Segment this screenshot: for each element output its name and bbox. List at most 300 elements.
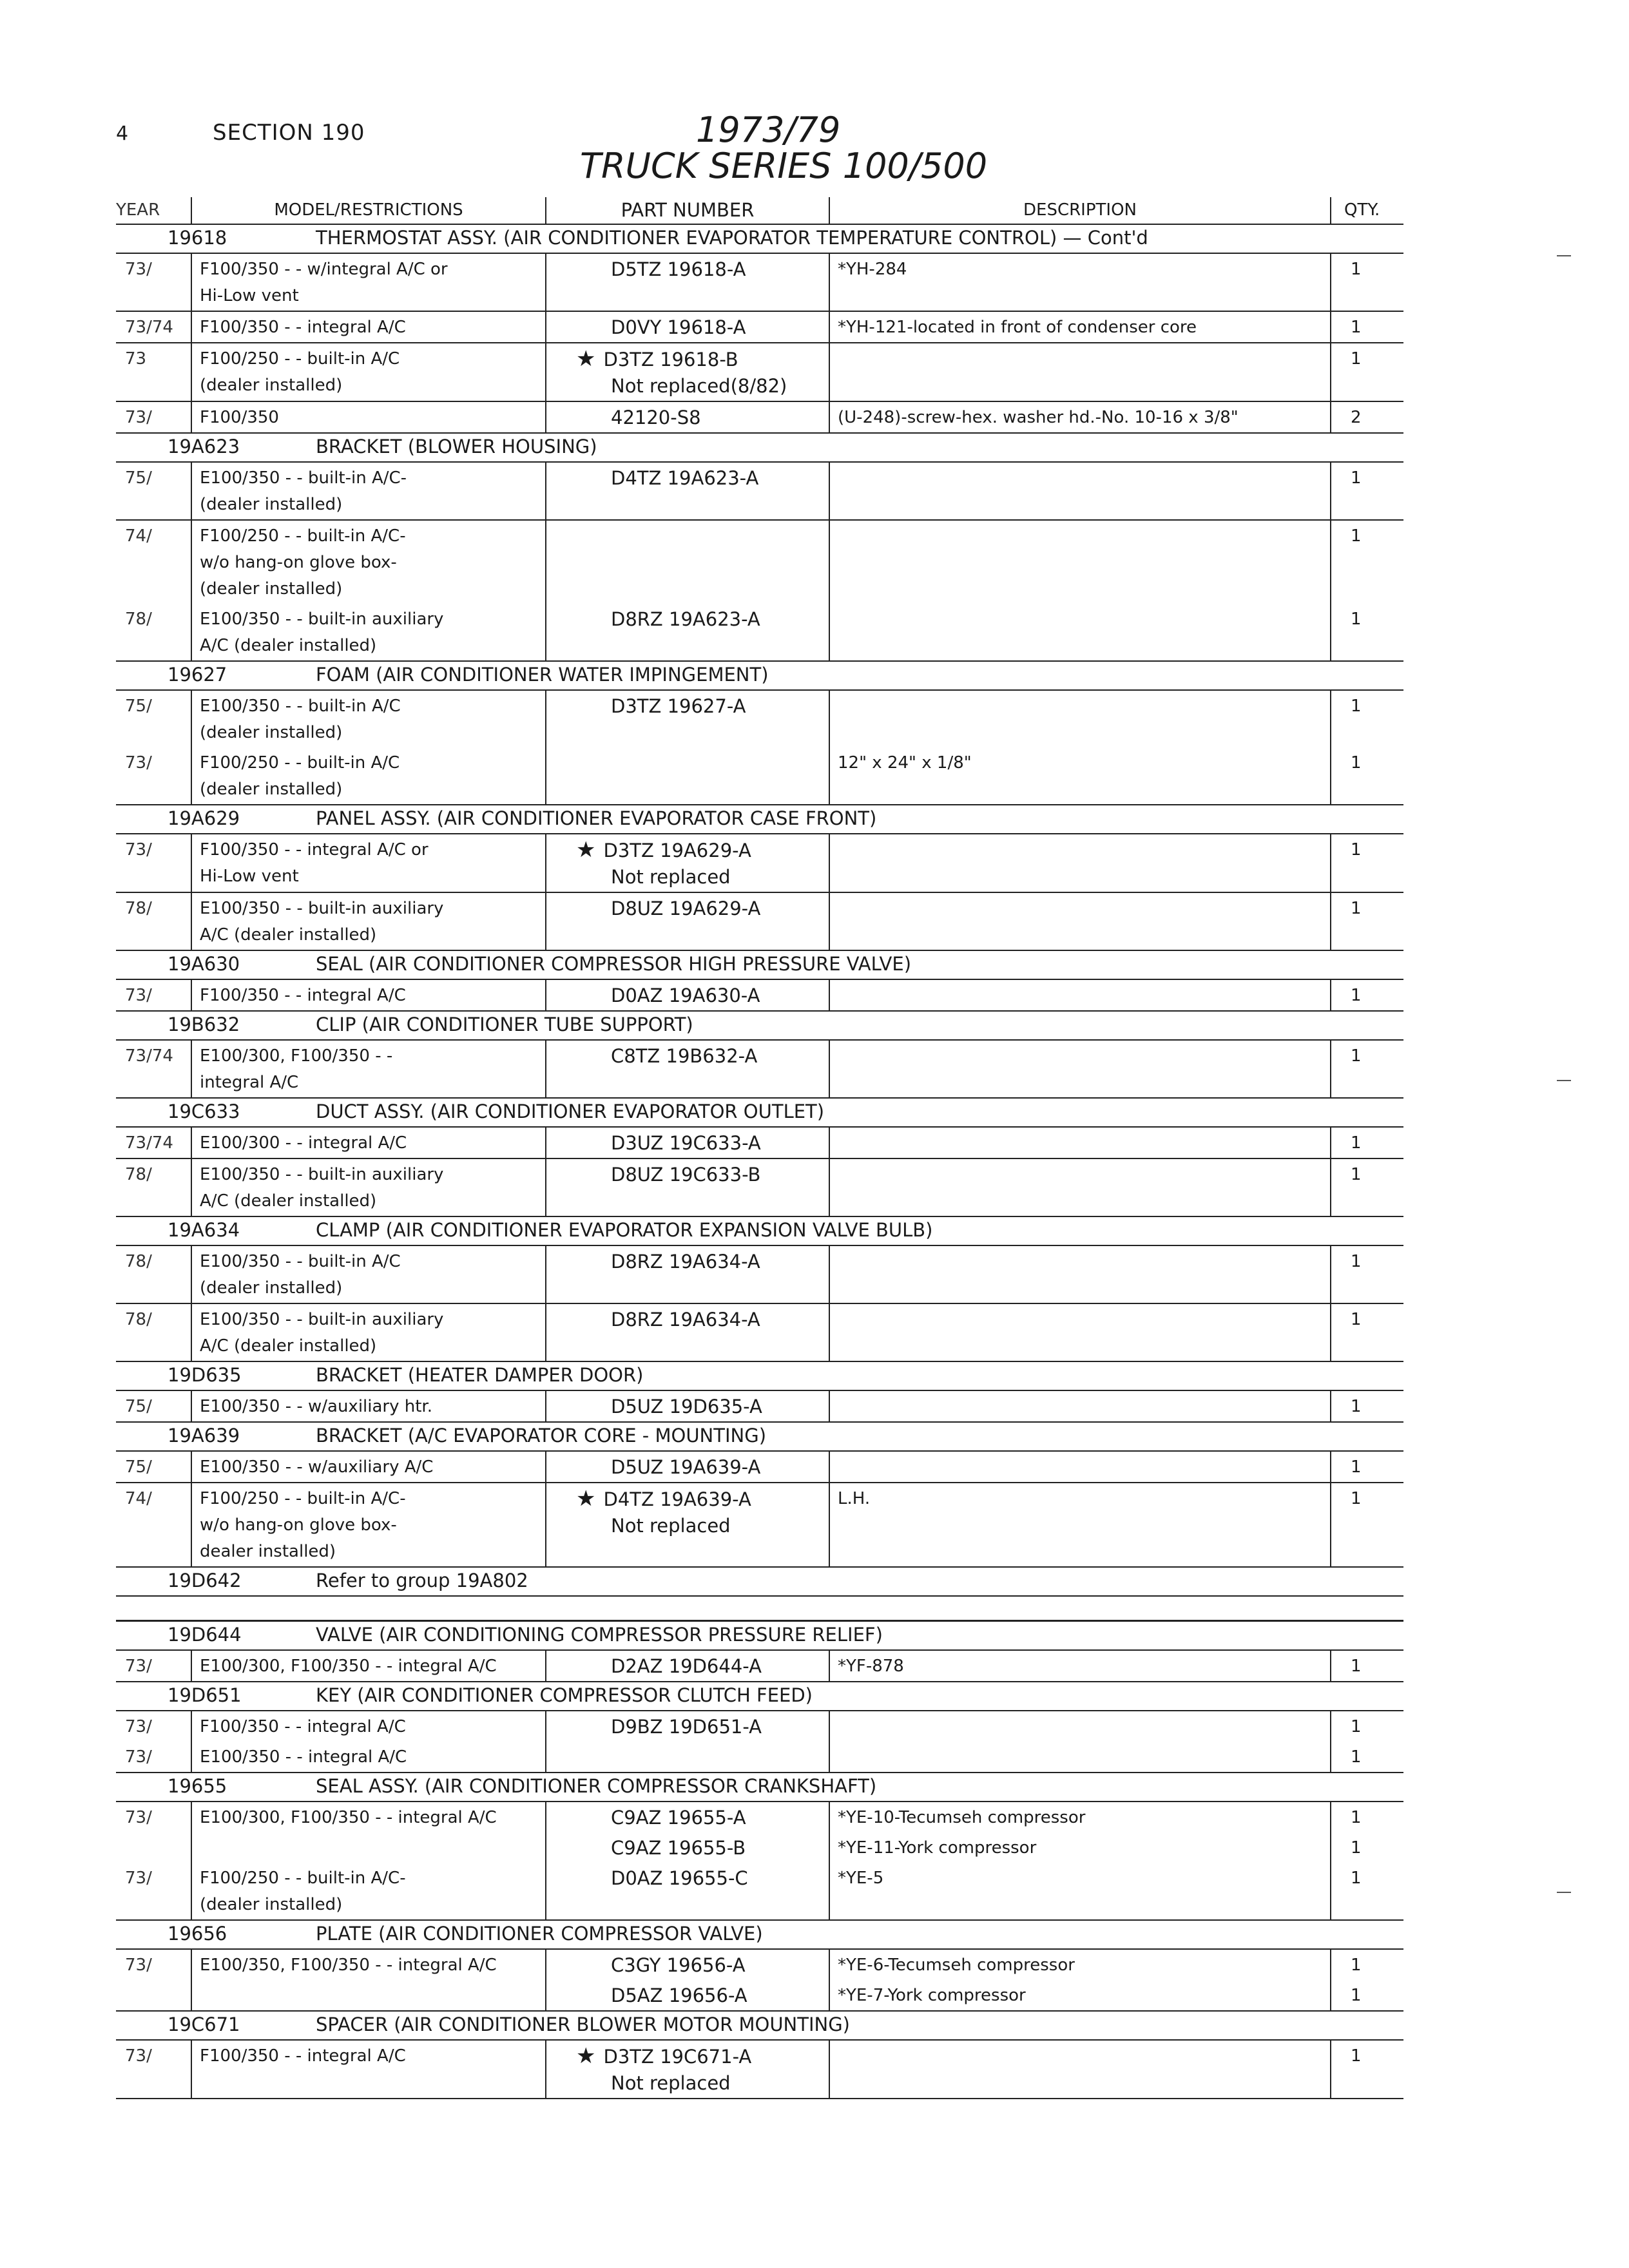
model-cell bbox=[192, 1041, 546, 1097]
part-line bbox=[611, 1162, 821, 1188]
model-cell bbox=[192, 1980, 546, 2010]
margin-mark bbox=[1557, 1892, 1571, 1893]
table-row bbox=[116, 1863, 1403, 1921]
model-line: F100/350 - - integral A/C bbox=[200, 2046, 406, 2066]
desc-cell bbox=[830, 1483, 1331, 1566]
part-cell bbox=[546, 463, 830, 519]
qty-cell: 1 bbox=[1351, 840, 1362, 860]
part-cell bbox=[546, 1128, 830, 1158]
part-cell bbox=[546, 1711, 830, 1742]
part-line bbox=[611, 1835, 821, 1861]
desc-line: *YE-10-Tecumseh compressor bbox=[838, 1808, 1086, 1827]
group-title: BRACKET (HEATER DAMPER DOOR) bbox=[316, 1364, 644, 1386]
table-row bbox=[116, 1391, 1403, 1423]
part-text: C9AZ 19655-A bbox=[611, 1807, 746, 1829]
model-line: w/o hang-on glove box- bbox=[200, 1515, 397, 1535]
qty-cell: 1 bbox=[1351, 349, 1362, 369]
part-line bbox=[611, 1805, 821, 1831]
year-cell: 73/ bbox=[116, 747, 192, 804]
desc-cell bbox=[830, 1832, 1331, 1863]
group-heading bbox=[116, 1568, 1403, 1597]
year-cell: 73/ bbox=[116, 254, 192, 311]
group-number: 19A634 bbox=[168, 1219, 240, 1241]
model-line: E100/350 - - built-in A/C bbox=[200, 1252, 401, 1271]
model-line: F100/350 - - integral A/C or bbox=[200, 840, 429, 860]
model-line: E100/350 - - built-in auxiliary bbox=[200, 899, 444, 918]
part-cell bbox=[546, 1950, 830, 1980]
group-title: Refer to group 19A802 bbox=[316, 1570, 528, 1591]
model-line: F100/250 - - built-in A/C bbox=[200, 349, 400, 369]
year-cell: 73/ bbox=[116, 1742, 192, 1772]
table-row bbox=[116, 343, 1403, 402]
model-cell bbox=[192, 312, 546, 342]
group-title: SEAL (AIR CONDITIONER COMPRESSOR HIGH PRESSURE VALVE) bbox=[316, 953, 912, 975]
part-line bbox=[611, 256, 821, 283]
model-line: E100/350 - - built-in auxiliary bbox=[200, 1165, 444, 1184]
part-text: D0AZ 19A630-A bbox=[611, 985, 760, 1006]
part-cell bbox=[546, 604, 830, 660]
margin-mark bbox=[1557, 1080, 1571, 1081]
table-row bbox=[116, 1950, 1403, 1980]
model-line: F100/250 - - built-in A/C- bbox=[200, 1489, 406, 1508]
qty-cell: 1 bbox=[1351, 753, 1362, 773]
desc-line: *YE-5 bbox=[838, 1869, 884, 1888]
year-cell: 73 bbox=[116, 343, 192, 401]
table-row bbox=[116, 747, 1403, 805]
year-cell: 78/ bbox=[116, 893, 192, 950]
part-line bbox=[611, 1653, 821, 1680]
model-line: (dealer installed) bbox=[200, 495, 343, 514]
model-line: E100/350 - - w/auxiliary htr. bbox=[200, 1397, 433, 1416]
model-cell bbox=[192, 1742, 546, 1772]
group-heading bbox=[116, 1099, 1403, 1128]
model-cell bbox=[192, 521, 546, 604]
part-cell bbox=[546, 312, 830, 342]
part-line bbox=[611, 693, 821, 720]
model-line: (dealer installed) bbox=[200, 723, 343, 742]
part-line bbox=[611, 864, 821, 890]
desc-cell bbox=[830, 893, 1331, 950]
group-heading bbox=[116, 1622, 1403, 1651]
part-line bbox=[611, 1394, 821, 1420]
model-cell bbox=[192, 604, 546, 660]
col-part-header: PART NUMBER bbox=[546, 197, 830, 224]
desc-line: *YF-878 bbox=[838, 1657, 904, 1676]
part-cell bbox=[546, 1246, 830, 1303]
group-title: CLIP (AIR CONDITIONER TUBE SUPPORT) bbox=[316, 1014, 693, 1035]
model-line: E100/350 - - built-in A/C- bbox=[200, 468, 407, 488]
year-cell: 75/ bbox=[116, 463, 192, 519]
group-number: 19627 bbox=[168, 664, 227, 686]
desc-cell bbox=[830, 1304, 1331, 1361]
model-cell bbox=[192, 1832, 546, 1863]
desc-cell bbox=[830, 834, 1331, 892]
group-number: 19655 bbox=[168, 1775, 227, 1797]
year-cell bbox=[116, 1980, 192, 2010]
part-text: D3TZ 19C671-A bbox=[603, 2046, 752, 2068]
group-title: CLAMP (AIR CONDITIONER EVAPORATOR EXPANSION VALVE BULB) bbox=[316, 1219, 933, 1241]
table-row bbox=[116, 1452, 1403, 1483]
desc-line: 12" x 24" x 1/8" bbox=[838, 753, 972, 773]
desc-cell bbox=[830, 1159, 1331, 1216]
part-line bbox=[576, 346, 821, 373]
part-text: Not replaced bbox=[611, 866, 731, 888]
part-cell bbox=[546, 1159, 830, 1216]
model-line: F100/350 bbox=[200, 408, 279, 427]
group-title: FOAM (AIR CONDITIONER WATER IMPINGEMENT) bbox=[316, 664, 769, 686]
table-row bbox=[116, 1159, 1403, 1217]
qty-cell: 2 bbox=[1351, 408, 1362, 427]
group-number: 19A623 bbox=[168, 436, 240, 457]
desc-cell bbox=[830, 747, 1331, 804]
group-number: 19C671 bbox=[168, 2013, 240, 2035]
qty-cell: 1 bbox=[1351, 1838, 1362, 1858]
desc-cell bbox=[830, 402, 1331, 432]
model-line: A/C (dealer installed) bbox=[200, 1191, 377, 1211]
desc-cell bbox=[830, 343, 1331, 401]
star-icon: ★ bbox=[576, 2043, 596, 2069]
part-cell bbox=[546, 1863, 830, 1919]
part-text: D0VY 19618-A bbox=[611, 316, 746, 338]
table-row bbox=[116, 463, 1403, 521]
part-text: D3TZ 19618-B bbox=[603, 349, 738, 370]
section-label: SECTION 190 bbox=[213, 120, 365, 146]
group-title: VALVE (AIR CONDITIONING COMPRESSOR PRESSURE RELIEF) bbox=[316, 1624, 883, 1646]
year-cell: 78/ bbox=[116, 604, 192, 660]
part-text: Not replaced bbox=[611, 1515, 731, 1537]
part-text: C8TZ 19B632-A bbox=[611, 1045, 758, 1067]
desc-cell bbox=[830, 312, 1331, 342]
part-cell bbox=[546, 1980, 830, 2010]
model-cell bbox=[192, 1802, 546, 1832]
desc-cell bbox=[830, 463, 1331, 519]
desc-cell bbox=[830, 254, 1331, 311]
table-row bbox=[116, 254, 1403, 312]
margin-mark bbox=[1557, 255, 1571, 256]
model-line: E100/300, F100/350 - - integral A/C bbox=[200, 1657, 497, 1676]
series-title: TRUCK SERIES 100/500 bbox=[580, 146, 988, 186]
part-cell bbox=[546, 980, 830, 1010]
part-line bbox=[611, 1983, 821, 2009]
desc-line: (U-248)-screw-hex. washer hd.-No. 10-16 x 3/8" bbox=[838, 408, 1239, 427]
part-line bbox=[611, 314, 821, 341]
section-gap bbox=[116, 1597, 1403, 1622]
desc-cell bbox=[830, 1802, 1331, 1832]
model-line: E100/350 - - built-in A/C bbox=[200, 697, 401, 716]
part-text: C9AZ 19655-B bbox=[611, 1837, 746, 1859]
model-cell bbox=[192, 1863, 546, 1919]
col-desc-header: DESCRIPTION bbox=[830, 197, 1331, 224]
group-heading bbox=[116, 1921, 1403, 1950]
part-cell bbox=[546, 1041, 830, 1097]
model-line: integral A/C bbox=[200, 1073, 299, 1092]
group-heading bbox=[116, 2012, 1403, 2041]
year-cell: 73/ bbox=[116, 402, 192, 432]
year-cell: 75/ bbox=[116, 1452, 192, 1482]
part-text: D5AZ 19656-A bbox=[611, 1984, 747, 2006]
qty-cell: 1 bbox=[1351, 468, 1362, 488]
year-cell: 73/74 bbox=[116, 312, 192, 342]
model-line: E100/350 - - integral A/C bbox=[200, 1747, 407, 1767]
part-text: D4TZ 19A639-A bbox=[603, 1488, 751, 1510]
year-cell: 73/74 bbox=[116, 1128, 192, 1158]
year-cell: 78/ bbox=[116, 1246, 192, 1303]
desc-line: *YH-284 bbox=[838, 260, 907, 279]
qty-cell: 1 bbox=[1351, 899, 1362, 918]
table-row bbox=[116, 1651, 1403, 1682]
part-text: D8RZ 19A634-A bbox=[611, 1251, 760, 1273]
part-line bbox=[611, 465, 821, 492]
model-line: (dealer installed) bbox=[200, 1895, 343, 1914]
group-heading bbox=[116, 805, 1403, 834]
part-line bbox=[576, 1486, 821, 1513]
year-cell bbox=[116, 1832, 192, 1863]
model-cell bbox=[192, 343, 546, 401]
year-cell: 73/ bbox=[116, 2041, 192, 2098]
part-text: D2AZ 19D644-A bbox=[611, 1655, 762, 1677]
qty-cell: 1 bbox=[1351, 1986, 1362, 2005]
group-number: 19656 bbox=[168, 1923, 227, 1945]
group-number: 19A630 bbox=[168, 953, 240, 975]
year-cell: 73/ bbox=[116, 1651, 192, 1681]
parts-table bbox=[116, 197, 1403, 2099]
part-cell bbox=[546, 402, 830, 432]
desc-cell bbox=[830, 1128, 1331, 1158]
qty-cell: 1 bbox=[1351, 1310, 1362, 1329]
table-header-row bbox=[116, 197, 1403, 225]
model-line: F100/250 - - built-in A/C bbox=[200, 753, 400, 773]
part-line bbox=[576, 837, 821, 864]
qty-cell: 1 bbox=[1351, 526, 1362, 546]
part-text: D8RZ 19A634-A bbox=[611, 1309, 760, 1331]
model-cell bbox=[192, 1483, 546, 1566]
year-cell: 73/ bbox=[116, 1950, 192, 1980]
part-cell bbox=[546, 254, 830, 311]
qty-cell: 1 bbox=[1351, 1869, 1362, 1888]
part-text: 42120-S8 bbox=[611, 407, 701, 428]
group-heading bbox=[116, 1012, 1403, 1041]
model-line: F100/350 - - integral A/C bbox=[200, 318, 406, 337]
group-title: BRACKET (BLOWER HOUSING) bbox=[316, 436, 597, 457]
part-text: D3TZ 19A629-A bbox=[603, 840, 751, 861]
col-qty-header: QTY. bbox=[1344, 200, 1380, 220]
qty-cell: 1 bbox=[1351, 1397, 1362, 1416]
part-text: D8RZ 19A623-A bbox=[611, 608, 760, 630]
model-line: E100/350 - - built-in auxiliary bbox=[200, 1310, 444, 1329]
qty-cell: 1 bbox=[1351, 1252, 1362, 1271]
group-title: SPACER (AIR CONDITIONER BLOWER MOTOR MOUNTING) bbox=[316, 2013, 850, 2035]
part-text: D0AZ 19655-C bbox=[611, 1867, 748, 1889]
model-line: E100/300, F100/350 - - bbox=[200, 1046, 393, 1066]
model-line: (dealer installed) bbox=[200, 579, 343, 599]
star-icon: ★ bbox=[576, 1486, 596, 1512]
model-cell bbox=[192, 834, 546, 892]
model-line: Hi-Low vent bbox=[200, 867, 299, 886]
table-row bbox=[116, 1483, 1403, 1568]
group-number: 19A639 bbox=[168, 1425, 240, 1446]
desc-cell bbox=[830, 691, 1331, 747]
model-line: F100/250 - - built-in A/C- bbox=[200, 1869, 406, 1888]
model-cell bbox=[192, 1950, 546, 1980]
part-text: D5UZ 19D635-A bbox=[611, 1396, 762, 1418]
part-text: D3UZ 19C633-A bbox=[611, 1132, 761, 1154]
group-heading bbox=[116, 225, 1403, 254]
group-title: PLATE (AIR CONDITIONER COMPRESSOR VALVE) bbox=[316, 1923, 763, 1945]
part-cell bbox=[546, 1742, 830, 1772]
part-cell bbox=[546, 2041, 830, 2098]
part-text: C3GY 19656-A bbox=[611, 1954, 746, 1976]
part-line bbox=[611, 1130, 821, 1157]
group-number: 19C633 bbox=[168, 1100, 240, 1122]
model-line: F100/350 - - integral A/C bbox=[200, 986, 406, 1005]
star-icon: ★ bbox=[576, 837, 596, 863]
model-line: (dealer installed) bbox=[200, 780, 343, 799]
part-text: D5TZ 19618-A bbox=[611, 258, 746, 280]
group-title: KEY (AIR CONDITIONER COMPRESSOR CLUTCH FEED) bbox=[316, 1684, 813, 1706]
model-cell bbox=[192, 1159, 546, 1216]
group-number: 19A629 bbox=[168, 807, 240, 829]
model-line: A/C (dealer installed) bbox=[200, 636, 377, 655]
desc-line: *YE-7-York compressor bbox=[838, 1986, 1026, 2005]
group-number: 19D635 bbox=[168, 1364, 242, 1386]
qty-cell: 1 bbox=[1351, 2046, 1362, 2066]
desc-line: *YH-121-located in front of condenser core bbox=[838, 318, 1197, 337]
group-number: 19D651 bbox=[168, 1684, 242, 1706]
part-line bbox=[611, 983, 821, 1009]
qty-cell: 1 bbox=[1351, 1808, 1362, 1827]
table-row bbox=[116, 834, 1403, 893]
model-line: E100/300 - - integral A/C bbox=[200, 1133, 407, 1153]
desc-cell bbox=[830, 1980, 1331, 2010]
model-line: (dealer installed) bbox=[200, 1278, 343, 1298]
year-cell: 73/ bbox=[116, 980, 192, 1010]
part-cell bbox=[546, 1832, 830, 1863]
year-cell: 74/ bbox=[116, 1483, 192, 1566]
desc-line: *YE-6-Tecumseh compressor bbox=[838, 1956, 1075, 1975]
model-cell bbox=[192, 691, 546, 747]
model-cell bbox=[192, 254, 546, 311]
desc-line: *YE-11-York compressor bbox=[838, 1838, 1037, 1858]
part-cell bbox=[546, 1651, 830, 1681]
desc-line: L.H. bbox=[838, 1489, 871, 1508]
part-line bbox=[611, 1714, 821, 1740]
qty-cell: 1 bbox=[1351, 986, 1362, 1005]
part-text: D3TZ 19627-A bbox=[611, 695, 746, 717]
qty-cell: 1 bbox=[1351, 1956, 1362, 1975]
qty-cell: 1 bbox=[1351, 1747, 1362, 1767]
model-line: Hi-Low vent bbox=[200, 286, 299, 305]
part-text: D4TZ 19A623-A bbox=[611, 467, 759, 489]
table-row bbox=[116, 1128, 1403, 1159]
year-cell: 78/ bbox=[116, 1159, 192, 1216]
model-cell bbox=[192, 980, 546, 1010]
part-line bbox=[611, 1043, 821, 1070]
part-cell bbox=[546, 343, 830, 401]
table-row bbox=[116, 402, 1403, 434]
model-line: F100/350 - - w/integral A/C or bbox=[200, 260, 448, 279]
part-cell bbox=[546, 834, 830, 892]
desc-cell bbox=[830, 521, 1331, 604]
group-number: 19B632 bbox=[168, 1014, 240, 1035]
model-line: F100/250 - - built-in A/C- bbox=[200, 526, 406, 546]
part-cell bbox=[546, 691, 830, 747]
group-heading bbox=[116, 1217, 1403, 1246]
desc-cell bbox=[830, 604, 1331, 660]
group-number: 19618 bbox=[168, 227, 227, 249]
desc-cell bbox=[830, 2041, 1331, 2098]
year-cell: 73/ bbox=[116, 1802, 192, 1832]
model-line: E100/300, F100/350 - - integral A/C bbox=[200, 1808, 497, 1827]
group-heading bbox=[116, 951, 1403, 980]
group-title: THERMOSTAT ASSY. (AIR CONDITIONER EVAPORATOR TEMPERATURE CONTROL) — Cont'd bbox=[316, 227, 1148, 249]
desc-cell bbox=[830, 1711, 1331, 1742]
table-row bbox=[116, 1304, 1403, 1362]
table-row bbox=[116, 2041, 1403, 2099]
part-line bbox=[611, 1952, 821, 1979]
model-line: A/C (dealer installed) bbox=[200, 925, 377, 945]
model-cell bbox=[192, 463, 546, 519]
part-cell bbox=[546, 1802, 830, 1832]
group-title: PANEL ASSY. (AIR CONDITIONER EVAPORATOR CASE FRONT) bbox=[316, 807, 877, 829]
part-line bbox=[611, 606, 821, 633]
model-cell bbox=[192, 2041, 546, 2098]
group-title: BRACKET (A/C EVAPORATOR CORE - MOUNTING) bbox=[316, 1425, 767, 1446]
part-cell bbox=[546, 1304, 830, 1361]
desc-cell bbox=[830, 1391, 1331, 1421]
part-line bbox=[611, 373, 821, 399]
model-cell bbox=[192, 1711, 546, 1742]
model-cell bbox=[192, 893, 546, 950]
desc-cell bbox=[830, 980, 1331, 1010]
group-heading bbox=[116, 1682, 1403, 1711]
model-line: dealer installed) bbox=[200, 1542, 336, 1561]
table-row bbox=[116, 1742, 1403, 1773]
year-cell: 73/ bbox=[116, 1863, 192, 1919]
model-line: E100/350 - - built-in auxiliary bbox=[200, 610, 444, 629]
part-text: Not replaced(8/82) bbox=[611, 375, 787, 397]
qty-cell: 1 bbox=[1351, 1133, 1362, 1153]
part-text: D5UZ 19A639-A bbox=[611, 1456, 761, 1478]
group-heading bbox=[116, 1773, 1403, 1802]
model-line: F100/350 - - integral A/C bbox=[200, 1717, 406, 1736]
table-row bbox=[116, 1711, 1403, 1742]
desc-cell bbox=[830, 1863, 1331, 1919]
year-cell: 73/ bbox=[116, 834, 192, 892]
part-text: D8UZ 19C633-B bbox=[611, 1164, 761, 1186]
part-cell bbox=[546, 1483, 830, 1566]
model-line: E100/350, F100/350 - - integral A/C bbox=[200, 1956, 497, 1975]
part-cell bbox=[546, 1452, 830, 1482]
part-line bbox=[576, 2043, 821, 2070]
group-heading bbox=[116, 434, 1403, 463]
year-cell: 74/ bbox=[116, 521, 192, 604]
part-line bbox=[611, 1865, 821, 1892]
model-cell bbox=[192, 402, 546, 432]
part-line bbox=[611, 1513, 821, 1539]
table-row bbox=[116, 1246, 1403, 1304]
year-cell: 75/ bbox=[116, 691, 192, 747]
table-row bbox=[116, 1980, 1403, 2012]
qty-cell: 1 bbox=[1351, 1046, 1362, 1066]
group-heading bbox=[116, 1362, 1403, 1391]
desc-cell bbox=[830, 1452, 1331, 1482]
year-cell: 78/ bbox=[116, 1304, 192, 1361]
model-line: A/C (dealer installed) bbox=[200, 1336, 377, 1356]
model-cell bbox=[192, 1452, 546, 1482]
qty-cell: 1 bbox=[1351, 1165, 1362, 1184]
qty-cell: 1 bbox=[1351, 1457, 1362, 1477]
part-cell bbox=[546, 747, 830, 804]
